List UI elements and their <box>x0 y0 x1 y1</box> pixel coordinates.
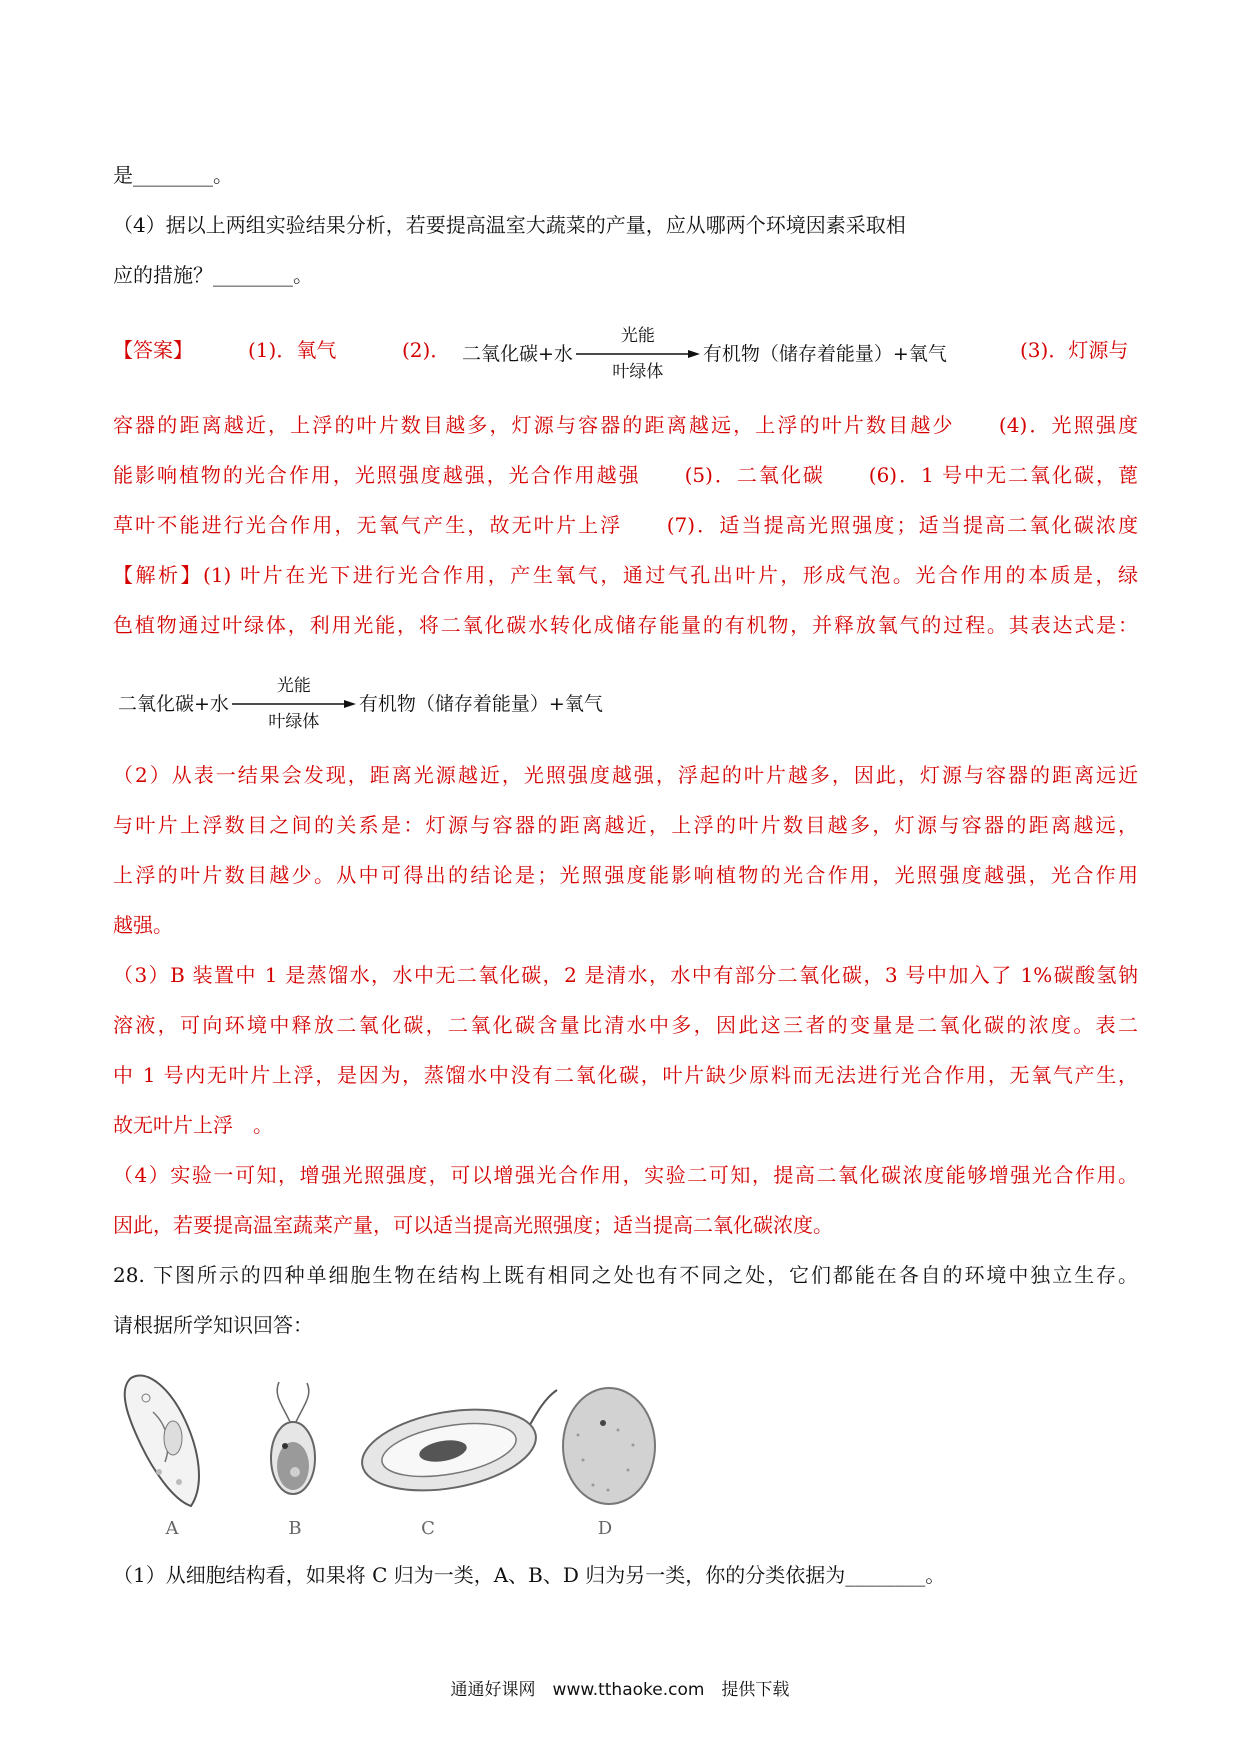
eyespot <box>282 1443 288 1449</box>
chlamydomonas-drawing <box>271 1382 315 1494</box>
flagellum <box>277 1382 291 1424</box>
answer-label: 【答案】 <box>113 338 193 362</box>
analysis-line: 因此，若要提高温室蔬菜产量，可以适当提高光照强度；适当提高二氧化碳浓度。 <box>113 1213 833 1237</box>
answer-line: 能影响植物的光合作用，光照强度越强，光合作用越强 (5)．二氧化碳 (6)．1 号中无二氧化碳，蓖 <box>113 463 1138 487</box>
page-content <box>113 150 1138 1600</box>
equation-products: 有机物（储存着能量）+氧气 <box>702 343 947 365</box>
analysis-line: 色植物通过叶绿体，利用光能，将二氧化碳水转化成储存能量的有机物，并释放氧气的过程。其表达式是： <box>113 613 1138 637</box>
question-blank-line: 是________。 <box>113 163 233 187</box>
figure-label-d: D <box>597 1518 613 1539</box>
analysis-line: 上浮的叶片数目越少。从中可得出的结论是；光照强度能影响植物的光合作用，光照强度越强，光合作用 <box>113 863 1138 887</box>
answer-line: 容器的距离越近，上浮的叶片数目越多，灯源与容器的距离越远，上浮的叶片数目越少 (4)．光照强度 <box>113 413 1138 437</box>
equation-condition-above: 光能 <box>276 676 311 696</box>
answer-row <box>113 300 1138 400</box>
yeast-body <box>563 1388 655 1504</box>
question-4-line-2: 应的措施？________。 <box>113 263 313 287</box>
photosynthesis-equation <box>462 304 947 404</box>
arrow-head <box>344 700 356 708</box>
bacterium-drawing <box>356 1390 557 1503</box>
analysis-line: 故无叶片上浮 。 <box>113 1113 273 1137</box>
equation-arrow <box>232 654 356 754</box>
answer-item-2-prefix: (2)． <box>402 338 451 362</box>
photosynthesis-equation <box>118 654 603 754</box>
reaction-arrow-icon <box>576 348 700 360</box>
equation-products: 有机物（储存着能量）+氧气 <box>358 693 603 715</box>
analysis-line: （4）实验一可知，增强光照强度，可以增强光合作用，实验二可知，提高二氧化碳浓度能够增强光合作用。 <box>113 1163 1138 1187</box>
paramecium-body <box>125 1376 199 1506</box>
analysis-line: 与叶片上浮数目之间的关系是：灯源与容器的距离越近，上浮的叶片数目越多，灯源与容器的距离越远， <box>113 813 1138 837</box>
equation-reactants: 二氧化碳+水 <box>118 693 229 715</box>
cup-chloroplast <box>277 1442 309 1490</box>
flagellum <box>527 1390 557 1430</box>
page-footer: 通通好课网 www.tthaoke.com 提供下载 <box>450 1680 790 1700</box>
food-vacuole <box>156 1469 162 1475</box>
equation-condition-below: 叶绿体 <box>612 362 664 382</box>
analysis-line: 越强。 <box>113 913 173 937</box>
question-4-line-1: （4）据以上两组实验结果分析，若要提高温室大蔬菜的产量，应从哪两个环境因素采取相 <box>113 213 906 237</box>
equation-condition-above: 光能 <box>620 326 655 346</box>
figure-label-b: B <box>288 1518 302 1539</box>
question-28-stem: 请根据所学知识回答： <box>113 1313 313 1337</box>
figure-label-a: A <box>165 1518 179 1539</box>
arrow-head <box>688 350 700 358</box>
analysis-text: (1) 叶片在光下进行光合作用，产生氧气，通过气孔出叶片，形成气泡。光合作用的本质是，绿 <box>203 563 1138 587</box>
flagellum <box>295 1383 309 1424</box>
answer-item-1: (1)．氧气 <box>248 338 337 362</box>
analysis-label: 【解析】 <box>113 563 204 587</box>
analysis-line: （2）从表一结果会发现，距离光源越近，光照强度越强，浮起的叶片越多，因此，灯源与容器的距离远近 <box>113 763 1138 787</box>
figure-label-c: C <box>421 1518 435 1539</box>
paramecium-nucleus <box>164 1421 182 1455</box>
organisms-figure <box>113 1350 1138 1550</box>
organisms-illustration <box>113 1350 673 1550</box>
reaction-arrow-icon <box>232 698 356 710</box>
food-vacuole <box>176 1479 182 1485</box>
equation-condition-below: 叶绿体 <box>268 712 320 732</box>
yeast-nucleus <box>600 1420 606 1426</box>
analysis-line: 溶液，可向环境中释放二氧化碳，二氧化碳含量比清水中多，因此这三者的变量是二氧化碳的浓度。表二 <box>113 1013 1138 1037</box>
yeast-drawing <box>563 1388 655 1504</box>
equation-reactants: 二氧化碳+水 <box>462 343 573 365</box>
question-28-stem: 28. 下图所示的四种单细胞生物在结构上既有相同之处也有不同之处，它们都能在各自的环境中独立生存。 <box>113 1263 1138 1287</box>
equation-arrow <box>576 304 700 404</box>
analysis-line <box>113 550 1138 600</box>
analysis-line: 中 1 号内无叶片上浮，是因为，蒸馏水中没有二氧化碳，叶片缺少原料而无法进行光合作用，无氧气产生， <box>113 1063 1138 1087</box>
question-28-sub-1: （1）从细胞结构看，如果将 C 归为一类，A、B、D 归为另一类，你的分类依据为________。 <box>113 1563 946 1587</box>
paramecium-drawing <box>125 1376 199 1506</box>
analysis-line: （3）B 装置中 1 是蒸馏水，水中无二氧化碳，2 是清水，水中有部分二氧化碳，3 号中加入了 1%碳酸氢钠 <box>113 963 1138 987</box>
equation-block <box>113 650 1138 750</box>
answer-item-3-start: (3)．灯源与 <box>1020 338 1129 362</box>
answer-line: 草叶不能进行光合作用，无氧气产生，故无叶片上浮 (7)．适当提高光照强度；适当提高二氧化碳浓度 <box>113 513 1138 537</box>
pyrenoid <box>290 1467 300 1477</box>
